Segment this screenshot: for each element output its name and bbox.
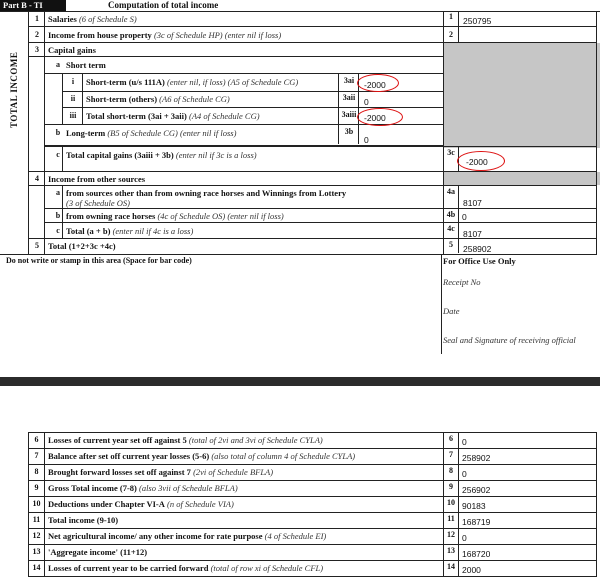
row-4c-code: 4c	[447, 224, 455, 233]
bottom-row-value[interactable]: 0	[462, 533, 467, 543]
row-3aii-value[interactable]: 0	[364, 97, 369, 107]
row-4b-num: b	[55, 211, 61, 220]
row-4-label: Income from other sources	[48, 174, 146, 184]
row-5-label: Total (1+2+3c +4c)	[48, 241, 116, 251]
bottom-row-code: 11	[447, 514, 455, 523]
bottom-row-code: 8	[449, 466, 453, 475]
row-3aiii-value[interactable]: -2000	[364, 113, 386, 123]
row-3aiii-code: 3aiii	[341, 110, 357, 119]
bottom-row-label: Total income (9-10)	[48, 515, 119, 525]
bottom-row-label: Deductions under Chapter VI-A (n of Schedule VIA)	[48, 499, 234, 509]
annotation-oval	[357, 74, 399, 92]
receipt-no-label: Receipt No	[443, 277, 481, 287]
row-1-value[interactable]: 250795	[463, 16, 492, 26]
annotation-oval	[357, 108, 403, 126]
part-label: Part B - TI	[3, 0, 43, 10]
row-3c-num: c	[56, 150, 60, 159]
row-1-code: 1	[449, 12, 453, 21]
bottom-row-code: 6	[449, 434, 453, 443]
row-3-label: Capital gains	[48, 45, 96, 55]
bottom-row-num: 11	[32, 515, 41, 524]
no-write-note: Do not write or stamp in this area (Space for bar code)	[6, 256, 192, 265]
bottom-row-label: Balance after set off current year losses (5-6) (also total of column 4 of Schedule CYLA)	[48, 451, 356, 461]
row-3c-value[interactable]: -2000	[466, 157, 488, 167]
side-label: TOTAL INCOME	[9, 51, 19, 128]
row-3aii-num: ii	[70, 94, 76, 103]
bottom-row-code: 14	[447, 562, 455, 571]
row-3a-label: Short term	[66, 60, 106, 70]
row-4a-note: (3 of Schedule OS)	[66, 198, 130, 208]
row-3ai-label: Short-term (u/s 111A) (enter nil, if loss) (A5 of Schedule CG)	[86, 77, 299, 87]
row-3b-value[interactable]: 0	[364, 135, 369, 145]
bottom-row-num: 9	[34, 483, 39, 492]
bottom-row-value[interactable]: 258902	[462, 453, 491, 463]
row-1-label: Salaries (6 of Schedule S)	[48, 14, 137, 24]
row-3ai-value[interactable]: -2000	[364, 80, 386, 90]
section-title: Computation of total income	[108, 0, 219, 10]
bottom-row-label: 'Aggregate income' (11+12)	[48, 547, 148, 557]
row-4a-num: a	[56, 188, 60, 197]
row-3ai-num: i	[71, 77, 75, 86]
bottom-row-num: 14	[32, 563, 41, 572]
bottom-row-value[interactable]: 90183	[462, 501, 486, 511]
bottom-row-code: 13	[447, 546, 455, 555]
bottom-row-label: Losses of current year to be carried forward (total of row xi of Schedule CFL)	[48, 563, 324, 573]
row-4a-label: from sources other than from owning race horses and Winnings from Lottery	[66, 188, 347, 198]
bottom-row-code: 9	[449, 482, 453, 491]
bottom-row-code: 10	[447, 498, 455, 507]
row-4-num: 4	[35, 174, 39, 183]
row-3aii-code: 3aii	[342, 93, 356, 102]
row-4c-num: c	[56, 226, 60, 235]
bottom-row-value[interactable]: 168720	[462, 549, 491, 559]
row-3c-label: Total capital gains (3aiii + 3b) (enter nil if 3c is a loss)	[66, 150, 257, 160]
bottom-row-num: 6	[34, 435, 39, 444]
office-use-title: For Office Use Only	[443, 256, 516, 266]
page-separator-band	[0, 377, 600, 386]
row-5-value[interactable]: 258902	[463, 244, 492, 254]
bottom-row-value[interactable]: 256902	[462, 485, 491, 495]
bottom-row-num: 8	[34, 467, 39, 476]
bottom-row-label: Gross Total income (7-8) (also 3vii of Schedule BFLA)	[48, 483, 238, 493]
row-3b-label: Long-term (B5 of Schedule CG) (enter nil if loss)	[66, 128, 237, 138]
bottom-row-label: Net agricultural income/ any other income for rate purpose (4 of Schedule EI)	[48, 531, 327, 541]
row-4c-value[interactable]: 8107	[463, 229, 482, 239]
row-3aiii-label: Total short-term (3ai + 3aii) (A4 of Schedule CG)	[86, 111, 260, 121]
bottom-row-label: Brought forward losses set off against 7 (2vi of Schedule BFLA)	[48, 467, 274, 477]
row-1-num: 1	[35, 14, 39, 23]
bottom-row-code: 12	[447, 530, 455, 539]
row-4a-code: 4a	[447, 187, 455, 196]
row-2-label: Income from house property (3c of Schedule HP) (enter nil if loss)	[48, 30, 282, 40]
row-4c-label: Total (a + b) (enter nil if 4c is a loss)	[66, 226, 194, 236]
row-4a-value[interactable]: 8107	[463, 198, 482, 208]
row-3b-code: 3b	[344, 127, 354, 136]
shaded-area-2	[443, 172, 600, 185]
shaded-area	[443, 43, 600, 148]
date-label: Date	[443, 306, 460, 316]
row-2-code: 2	[449, 30, 453, 39]
row-4b-label: from owning race horses (4c of Schedule OS) (enter nil if loss)	[66, 211, 284, 221]
bottom-row-value[interactable]: 2000	[462, 565, 481, 575]
bottom-row-num: 12	[32, 531, 41, 540]
row-3b-num: b	[55, 128, 61, 137]
row-3aiii-num: iii	[69, 111, 77, 120]
bottom-row-value[interactable]: 0	[462, 469, 467, 479]
bottom-row-num: 7	[34, 451, 39, 460]
row-3-num: 3	[35, 45, 39, 54]
bottom-row-value[interactable]: 0	[462, 437, 467, 447]
bottom-row-label: Losses of current year set off against 5 (total of 2vi and 3vi of Schedule CYLA)	[48, 435, 323, 445]
row-3c-code: 3c	[447, 148, 455, 157]
row-3ai-code: 3ai	[343, 76, 355, 85]
row-5-code: 5	[449, 240, 453, 249]
bottom-row-code: 7	[449, 450, 453, 459]
row-3a-num: a	[56, 60, 60, 69]
annotation-oval	[457, 151, 505, 171]
row-4b-value[interactable]: 0	[462, 212, 467, 222]
row-4b-code: 4b	[446, 210, 456, 219]
seal-label: Seal and Signature of receiving official	[443, 335, 576, 345]
bottom-row-value[interactable]: 168719	[462, 517, 491, 527]
bottom-row-num: 10	[32, 499, 41, 508]
row-5-num: 5	[35, 241, 39, 250]
row-2-num: 2	[35, 30, 39, 39]
row-3aii-label: Short-term (others) (A6 of Schedule CG)	[86, 94, 230, 104]
bottom-row-num: 13	[32, 547, 41, 556]
